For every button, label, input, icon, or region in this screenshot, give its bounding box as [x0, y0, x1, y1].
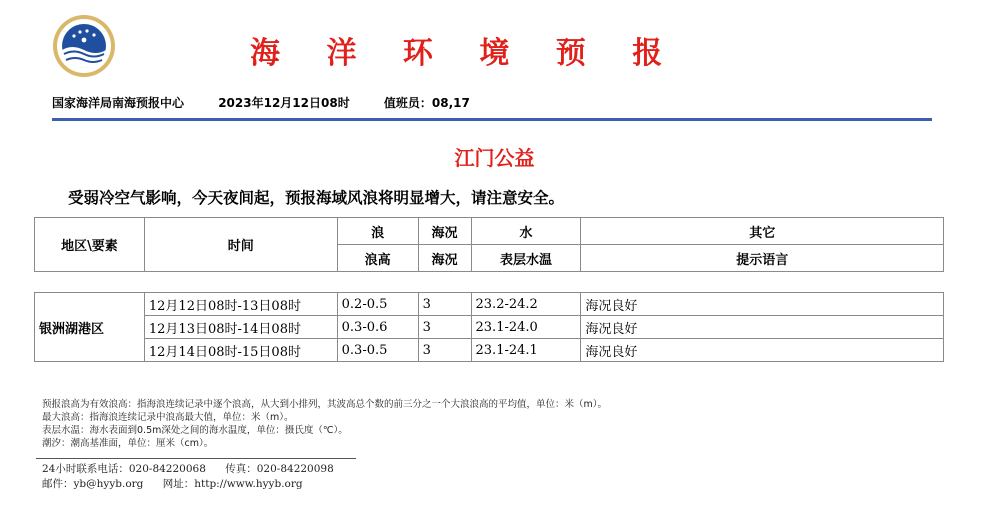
agency-logo [52, 14, 116, 78]
header-hint: 提示语言 [581, 245, 944, 272]
cell-time: 12月14日08时-15日08时 [144, 339, 337, 362]
forecast-table [34, 292, 944, 362]
cell-state: 3 [418, 339, 471, 362]
page-title: 海 洋 环 境 预 报 [250, 36, 681, 71]
header-sea-state-sub: 海况 [418, 245, 471, 272]
cell-hint: 海况良好 [581, 316, 944, 339]
issue-datetime: 2023年12月12日08时 [218, 96, 350, 110]
contact-phone: 24小时联系电话：020-84220068 [42, 463, 206, 475]
header-divider [52, 118, 932, 121]
region-name: 银洲湖港区 [35, 293, 145, 362]
header-other: 其它 [581, 218, 944, 245]
cell-time: 12月13日08时-14日08时 [144, 316, 337, 339]
header-water: 水 [471, 218, 581, 245]
warning-notice: 受弱冷空气影响，今天夜间起，预报海域风浪将明显增大，请注意安全。 [68, 189, 565, 207]
header-time: 时间 [144, 218, 337, 272]
contact-info [42, 462, 350, 492]
definitions-notes [42, 398, 607, 450]
header-water-temp: 表层水温 [471, 245, 581, 272]
contact-website[interactable]: 网址：http://www.hyyb.org [162, 478, 303, 490]
note-line: 预报浪高为有效浪高：指海浪连续记录中逐个浪高，从大到小排列，其波高总个数的前三分之一个大浪浪高的平均值，单位：米（m）。 [42, 399, 608, 410]
issue-info [52, 94, 500, 111]
note-line: 最大浪高：指海浪连续记录中浪高最大值，单位：米（m）。 [42, 412, 294, 423]
note-line: 表层水温：海水表面到0.5m深处之间的海水温度，单位：摄氏度（℃）。 [42, 425, 348, 436]
forecast-table-header [34, 217, 944, 272]
cell-temp: 23.2-24.2 [471, 293, 581, 316]
header-wave-height: 浪高 [337, 245, 418, 272]
header-sea-state: 海况 [418, 218, 471, 245]
table-row [35, 316, 944, 339]
cell-temp: 23.1-24.1 [471, 339, 581, 362]
cell-time: 12月12日08时-13日08时 [144, 293, 337, 316]
notes-divider [36, 458, 356, 459]
header-region: 地区\要素 [35, 218, 145, 272]
cell-wave: 0.2-0.5 [337, 293, 418, 316]
table-row [35, 339, 944, 362]
header-wave: 浪 [337, 218, 418, 245]
location-title: 江门公益 [454, 146, 535, 170]
cell-wave: 0.3-0.5 [337, 339, 418, 362]
cell-hint: 海况良好 [581, 293, 944, 316]
contact-fax: 传真：020-84220098 [225, 463, 334, 475]
cell-temp: 23.1-24.0 [471, 316, 581, 339]
table-row [35, 293, 944, 316]
cell-state: 3 [418, 293, 471, 316]
duty-officer: 值班员：08,17 [383, 96, 470, 110]
contact-email[interactable]: 邮件：yb@hyyb.org [42, 478, 144, 490]
cell-state: 3 [418, 316, 471, 339]
cell-wave: 0.3-0.6 [337, 316, 418, 339]
cell-hint: 海况良好 [581, 339, 944, 362]
forecast-center: 国家海洋局南海预报中心 [52, 96, 185, 110]
note-line: 潮汐：潮高基准面，单位：厘米（cm）。 [42, 438, 214, 449]
